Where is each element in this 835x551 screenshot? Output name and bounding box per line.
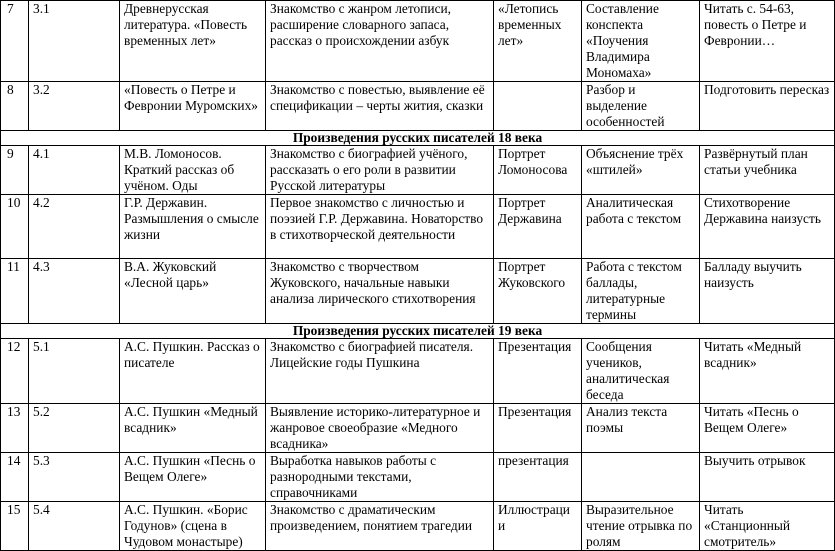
table-row: [1, 453, 835, 502]
lesson-homework: Читать «Песнь о Вещем Олеге»: [700, 404, 835, 453]
lesson-activity: Разбор и выделение особенностей: [582, 82, 700, 131]
lesson-visual-aid: [494, 82, 582, 131]
lesson-number: 14: [1, 453, 29, 502]
lesson-homework: Читать «Станционный смотритель»: [700, 502, 835, 551]
lesson-subnumber: 5.4: [29, 502, 120, 551]
lesson-subnumber: 3.1: [29, 1, 120, 82]
lesson-visual-aid: Презентация: [494, 339, 582, 404]
lesson-visual-aid: Презентация: [494, 404, 582, 453]
lesson-number: 9: [1, 146, 29, 195]
lesson-topic: А.С. Пушкин «Песнь о Вещем Олеге»: [120, 453, 266, 502]
lesson-visual-aid: Портрет Жуковского: [494, 259, 582, 324]
lesson-number: 13: [1, 404, 29, 453]
lesson-subnumber: 5.3: [29, 453, 120, 502]
lesson-topic: А.С. Пушкин. Рассказ о писателе: [120, 339, 266, 404]
table-row: [1, 259, 835, 324]
lesson-subnumber: 3.2: [29, 82, 120, 131]
lesson-subnumber: 5.1: [29, 339, 120, 404]
lesson-subnumber: 4.2: [29, 195, 120, 259]
lesson-activity: Выразительное чтение отрывка по ролям: [582, 502, 700, 551]
section-header-row: [1, 131, 835, 146]
lesson-content: Первое знакомство с личностью и поэзией Г.Р. Державина. Новаторство в стихотворческой деятельности: [266, 195, 494, 259]
section-header-19th-century: Произведения русских писателей 19 века: [1, 324, 835, 339]
lesson-content: Выработка навыков работы с разнородными текстами, справочниками: [266, 453, 494, 502]
lesson-number: 10: [1, 195, 29, 259]
section-header-18th-century: Произведения русских писателей 18 века: [1, 131, 835, 146]
lesson-homework: Развёрнутый план статьи учебника: [700, 146, 835, 195]
lesson-subnumber: 4.1: [29, 146, 120, 195]
table-row: [1, 146, 835, 195]
lesson-number: 15: [1, 502, 29, 551]
lesson-content: Знакомство с повестью, выявление её спецификации – черты жития, сказки: [266, 82, 494, 131]
lesson-number: 7: [1, 1, 29, 82]
table-row: [1, 195, 835, 259]
lesson-activity: Работа с текстом баллады, литературные термины: [582, 259, 700, 324]
lesson-activity: Анализ текста поэмы: [582, 404, 700, 453]
lesson-content: Знакомство с творчеством Жуковского, начальные навыки анализа лирического стихотворения: [266, 259, 494, 324]
lesson-homework: Читать «Медный всадник»: [700, 339, 835, 404]
lesson-number: 12: [1, 339, 29, 404]
lesson-content: Знакомство с биографией писателя. Лицейские годы Пушкина: [266, 339, 494, 404]
table-row: [1, 339, 835, 404]
table-row: [1, 502, 835, 551]
table-row: [1, 404, 835, 453]
section-header-row: [1, 324, 835, 339]
lesson-content: Знакомство с драматическим произведением, понятием трагедии: [266, 502, 494, 551]
lesson-homework: Выучить отрывок: [700, 453, 835, 502]
lesson-activity: Объяснение трёх «штилей»: [582, 146, 700, 195]
lesson-content: Знакомство с жанром летописи, расширение словарного запаса, рассказ о происхождении азбук: [266, 1, 494, 82]
lesson-homework: Стихотворение Державина наизусть: [700, 195, 835, 259]
lesson-activity: Составление конспекта «Поучения Владимира Мономаха»: [582, 1, 700, 82]
lesson-activity: [582, 453, 700, 502]
lesson-number: 8: [1, 82, 29, 131]
lesson-visual-aid: Портрет Ломоносова: [494, 146, 582, 195]
lesson-topic: В.А. Жуковский «Лесной царь»: [120, 259, 266, 324]
lesson-homework: Балладу выучить наизусть: [700, 259, 835, 324]
lesson-visual-aid: презентация: [494, 453, 582, 502]
lesson-homework: Подготовить пересказ: [700, 82, 835, 131]
lesson-activity: Аналитическая работа с текстом: [582, 195, 700, 259]
lesson-activity: Сообщения учеников, аналитическая беседа: [582, 339, 700, 404]
lesson-visual-aid: Иллюстраци и: [494, 502, 582, 551]
lesson-topic: А.С. Пушкин. «Борис Годунов» (сцена в Чудовом монастыре): [120, 502, 266, 551]
lesson-topic: М.В. Ломоносов. Краткий рассказ об учёном. Оды: [120, 146, 266, 195]
lesson-topic: Древнерусская литература. «Повесть временных лет»: [120, 1, 266, 82]
lesson-visual-aid: Портрет Державина: [494, 195, 582, 259]
lesson-topic: А.С. Пушкин «Медный всадник»: [120, 404, 266, 453]
lesson-homework: Читать с. 54-63, повесть о Петре и Февронии…: [700, 1, 835, 82]
lesson-topic: Г.Р. Державин. Размышления о смысле жизни: [120, 195, 266, 259]
lesson-visual-aid: «Летопись временных лет»: [494, 1, 582, 82]
lesson-subnumber: 4.3: [29, 259, 120, 324]
lesson-content: Знакомство с биографией учёного, рассказать о его роли в развитии Русской литературы: [266, 146, 494, 195]
lesson-content: Выявление историко-литературное и жанровое своеобразие «Медного всадника»: [266, 404, 494, 453]
table-row: [1, 1, 835, 82]
lesson-topic: «Повесть о Петре и Февронии Муромских»: [120, 82, 266, 131]
lesson-number: 11: [1, 259, 29, 324]
lesson-subnumber: 5.2: [29, 404, 120, 453]
table-row: [1, 82, 835, 131]
